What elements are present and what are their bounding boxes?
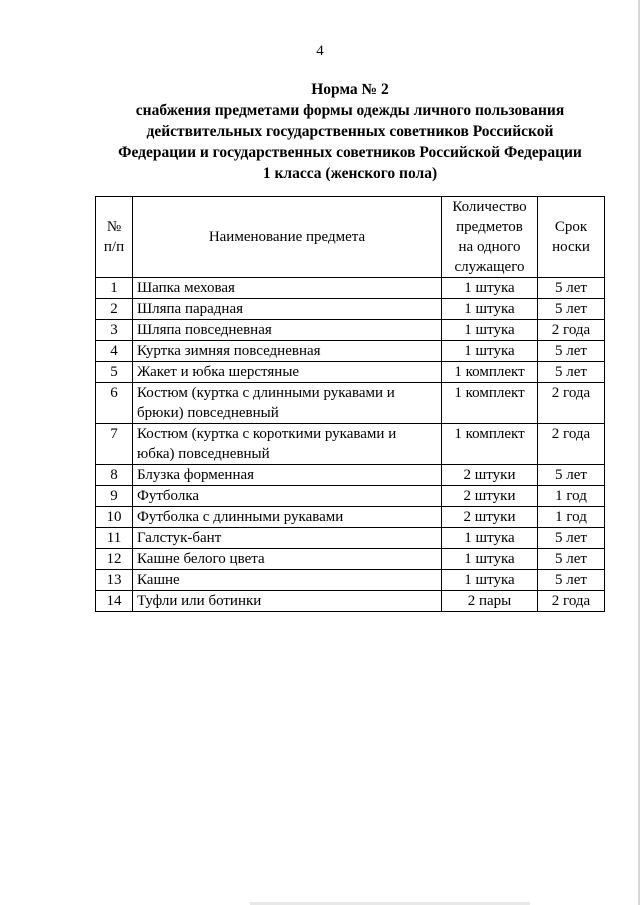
- header-number: № п/п: [96, 197, 133, 278]
- page-number: 4: [316, 43, 324, 59]
- row-number: 5: [96, 362, 133, 383]
- document-heading: [60, 79, 640, 184]
- heading-subtitle-line-2: действительных государственных советников Российской: [146, 123, 554, 140]
- row-wear-term: 5 лет: [538, 362, 605, 383]
- row-wear-term: 5 лет: [538, 570, 605, 591]
- table-row: [96, 465, 605, 486]
- heading-subtitle-line-4: 1 класса (женского пола): [262, 165, 438, 182]
- table-row: [96, 320, 605, 341]
- row-wear-term: 1 год: [538, 507, 605, 528]
- heading-subtitle-line-1: снабжения предметами формы одежды личного пользования: [135, 102, 565, 119]
- row-item-name: Кашне: [133, 570, 442, 591]
- row-item-name: Футболка: [133, 486, 442, 507]
- row-quantity: 1 штука: [442, 570, 538, 591]
- row-quantity: 2 штуки: [442, 486, 538, 507]
- row-item-name: Блузка форменная: [133, 465, 442, 486]
- table-row: [96, 299, 605, 320]
- row-wear-term: 5 лет: [538, 278, 605, 299]
- table-row: [96, 362, 605, 383]
- row-wear-term: 2 года: [538, 320, 605, 341]
- row-wear-term: 2 года: [538, 383, 605, 424]
- row-wear-term: 2 года: [538, 424, 605, 465]
- row-wear-term: 5 лет: [538, 299, 605, 320]
- table-row: [96, 486, 605, 507]
- row-wear-term: 2 года: [538, 591, 605, 612]
- row-quantity: 1 штука: [442, 320, 538, 341]
- row-item-name: Костюм (куртка с длинными рукавами и брюки) повседневный: [133, 383, 442, 424]
- header-quantity: Количество предметов на одного служащего: [442, 197, 538, 278]
- table-row: [96, 507, 605, 528]
- row-quantity: 1 комплект: [442, 424, 538, 465]
- table-header-row: [96, 197, 605, 278]
- row-item-name: Туфли или ботинки: [133, 591, 442, 612]
- row-number: 12: [96, 549, 133, 570]
- row-quantity: 1 штука: [442, 299, 538, 320]
- table-row: [96, 528, 605, 549]
- table-row: [96, 570, 605, 591]
- table-row: [96, 591, 605, 612]
- heading-subtitle-line-3: Федерации и государственных советников Российской Федерации: [118, 144, 582, 161]
- row-number: 1: [96, 278, 133, 299]
- row-quantity: 2 штуки: [442, 465, 538, 486]
- row-number: 14: [96, 591, 133, 612]
- norm-table: [95, 196, 605, 612]
- row-quantity: 1 штука: [442, 341, 538, 362]
- row-number: 6: [96, 383, 133, 424]
- table-row: [96, 341, 605, 362]
- row-item-name: Шляпа парадная: [133, 299, 442, 320]
- row-wear-term: 5 лет: [538, 528, 605, 549]
- table-row: [96, 278, 605, 299]
- row-wear-term: 5 лет: [538, 465, 605, 486]
- row-number: 11: [96, 528, 133, 549]
- row-quantity: 2 штуки: [442, 507, 538, 528]
- row-item-name: Галстук-бант: [133, 528, 442, 549]
- row-wear-term: 5 лет: [538, 549, 605, 570]
- row-item-name: Костюм (куртка с короткими рукавами и юбка) повседневный: [133, 424, 442, 465]
- row-number: 2: [96, 299, 133, 320]
- row-item-name: Кашне белого цвета: [133, 549, 442, 570]
- row-item-name: Жакет и юбка шерстяные: [133, 362, 442, 383]
- row-quantity: 1 штука: [442, 278, 538, 299]
- header-item-name: Наименование предмета: [133, 197, 442, 278]
- table-row: [96, 424, 605, 465]
- row-quantity: 1 комплект: [442, 383, 538, 424]
- row-item-name: Шляпа повседневная: [133, 320, 442, 341]
- row-number: 7: [96, 424, 133, 465]
- row-quantity: 1 штука: [442, 528, 538, 549]
- row-item-name: Куртка зимняя повседневная: [133, 341, 442, 362]
- heading-title: Норма № 2: [311, 81, 389, 98]
- table-row: [96, 549, 605, 570]
- row-item-name: Шапка меховая: [133, 278, 442, 299]
- row-number: 13: [96, 570, 133, 591]
- row-wear-term: 5 лет: [538, 341, 605, 362]
- row-wear-term: 1 год: [538, 486, 605, 507]
- row-number: 3: [96, 320, 133, 341]
- table-row: [96, 383, 605, 424]
- row-number: 4: [96, 341, 133, 362]
- header-wear-term: Срок носки: [538, 197, 605, 278]
- row-number: 9: [96, 486, 133, 507]
- row-quantity: 2 пары: [442, 591, 538, 612]
- row-quantity: 1 комплект: [442, 362, 538, 383]
- row-item-name: Футболка с длинными рукавами: [133, 507, 442, 528]
- row-number: 10: [96, 507, 133, 528]
- row-number: 8: [96, 465, 133, 486]
- row-quantity: 1 штука: [442, 549, 538, 570]
